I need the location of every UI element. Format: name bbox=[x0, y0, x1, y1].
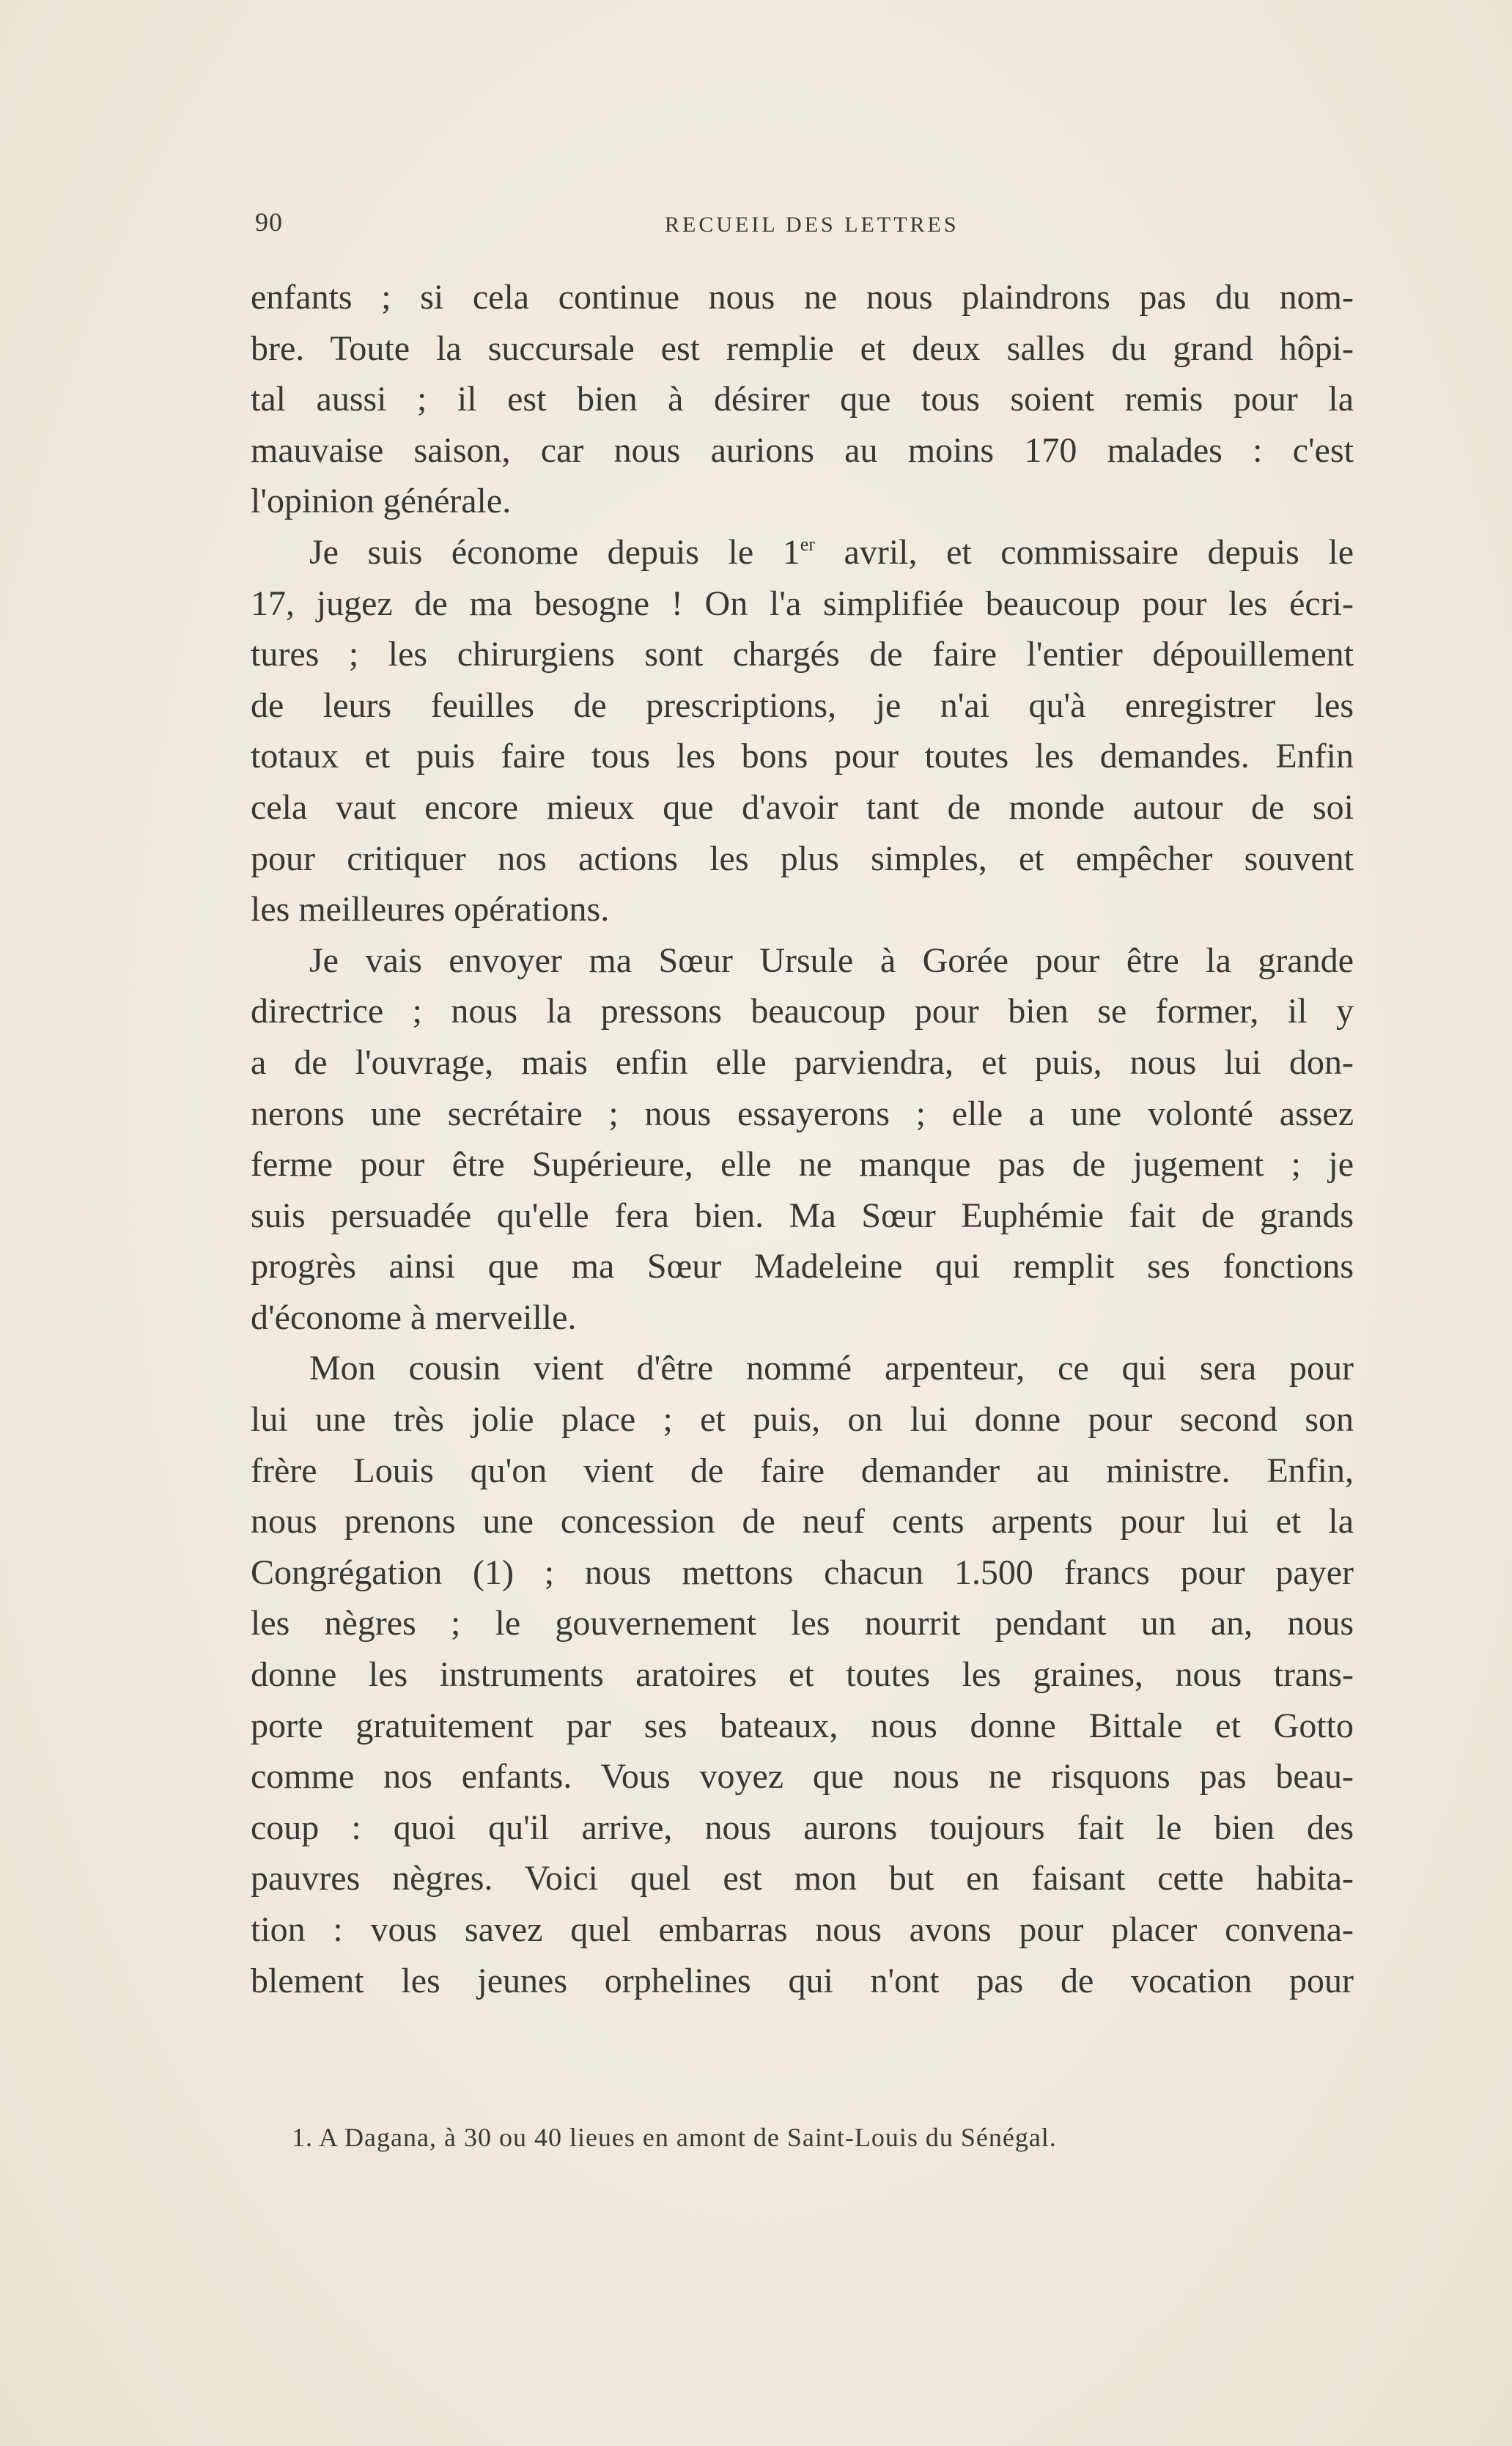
text-line-with-superscript bbox=[251, 527, 1354, 578]
text-fragment: Je suis économe depuis le 1 bbox=[309, 532, 800, 572]
text-line: mauvaise saison, car nous aurions au moins 170 malades : c'est bbox=[251, 430, 1354, 470]
text-line: 17, jugez de ma besogne ! On l'a simplifiée beaucoup pour les écri- bbox=[251, 583, 1354, 623]
text-line: Congrégation (1) ; nous mettons chacun 1.500 francs pour payer bbox=[251, 1552, 1354, 1592]
text-line: comme nos enfants. Vous voyez que nous ne risquons pas beau- bbox=[251, 1757, 1354, 1797]
text-line: bre. Toute la succursale est remplie et deux salles du grand hôpi- bbox=[251, 328, 1354, 368]
text-line: pour critiquer nos actions les plus simples, et empêcher souvent bbox=[251, 839, 1354, 878]
text-line: directrice ; nous la pressons beaucoup pour bien se former, il y bbox=[251, 992, 1354, 1031]
text-line: nous prenons une concession de neuf cents arpents pour lui et la bbox=[251, 1502, 1354, 1541]
text-line: d'économe à merveille. bbox=[251, 1297, 577, 1337]
text-line: les nègres ; le gouvernement les nourrit pendant un an, nous bbox=[251, 1604, 1354, 1643]
text-line: totaux et puis faire tous les bons pour toutes les demandes. Enfin bbox=[251, 737, 1354, 776]
page-number: 90 bbox=[255, 207, 283, 237]
text-line: lui une très jolie place ; et puis, on lui donne pour second son bbox=[251, 1400, 1354, 1440]
text-line: tures ; les chirurgiens sont chargés de faire l'entier dépouillement bbox=[251, 635, 1354, 674]
text-line: enfants ; si cela continue nous ne nous plaindrons pas du nom- bbox=[251, 278, 1354, 317]
text-line: l'opinion générale. bbox=[251, 482, 512, 521]
body-text bbox=[251, 272, 1354, 2006]
footnote: 1. A Dagana, à 30 ou 40 lieues en amont de Saint-Louis du Sénégal. bbox=[292, 2123, 1057, 2152]
text-line: coup : quoi qu'il arrive, nous aurons toujours fait le bien des bbox=[251, 1808, 1354, 1847]
text-line: nerons une secrétaire ; nous essayerons ; elle a une volonté assez bbox=[251, 1094, 1354, 1133]
text-line: pauvres nègres. Voici quel est mon but en faisant cette habita- bbox=[251, 1859, 1354, 1898]
text-line: frère Louis qu'on vient de faire demander au ministre. Enfin, bbox=[251, 1451, 1354, 1490]
text-line: de leurs feuilles de prescriptions, je n'ai qu'à enregistrer les bbox=[251, 685, 1354, 725]
text-line: progrès ainsi que ma Sœur Madeleine qui remplit ses fonctions bbox=[251, 1247, 1354, 1286]
text-line: blement les jeunes orphelines qui n'ont pas de vocation pour bbox=[251, 1961, 1354, 2000]
running-title: RECUEIL DES LETTRES bbox=[665, 213, 959, 237]
page-header bbox=[255, 207, 1354, 243]
text-fragment: avril, et commissaire depuis le bbox=[814, 532, 1354, 572]
text-line: cela vaut encore mieux que d'avoir tant de monde autour de soi bbox=[251, 787, 1354, 827]
text-line: Je vais envoyer ma Sœur Ursule à Gorée pour être la grande bbox=[309, 940, 1354, 980]
text-line: suis persuadée qu'elle fera bien. Ma Sœur Euphémie fait de grands bbox=[251, 1196, 1354, 1235]
text-line: porte gratuitement par ses bateaux, nous donne Bittale et Gotto bbox=[251, 1706, 1354, 1745]
text-line: Mon cousin vient d'être nommé arpenteur, ce qui sera pour bbox=[309, 1349, 1354, 1388]
text-line: ferme pour être Supérieure, elle ne manque pas de jugement ; je bbox=[251, 1145, 1354, 1185]
text-line: tal aussi ; il est bien à désirer que tous soient remis pour la bbox=[251, 380, 1354, 419]
text-line: les meilleures opérations. bbox=[251, 890, 610, 929]
text-line: a de l'ouvrage, mais enfin elle parviendra, et puis, nous lui don- bbox=[251, 1042, 1354, 1082]
text-line: donne les instruments aratoires et toutes les graines, nous trans- bbox=[251, 1655, 1354, 1695]
superscript: er bbox=[800, 533, 815, 555]
text-line: tion : vous savez quel embarras nous avons pour placer convena- bbox=[251, 1910, 1354, 1949]
